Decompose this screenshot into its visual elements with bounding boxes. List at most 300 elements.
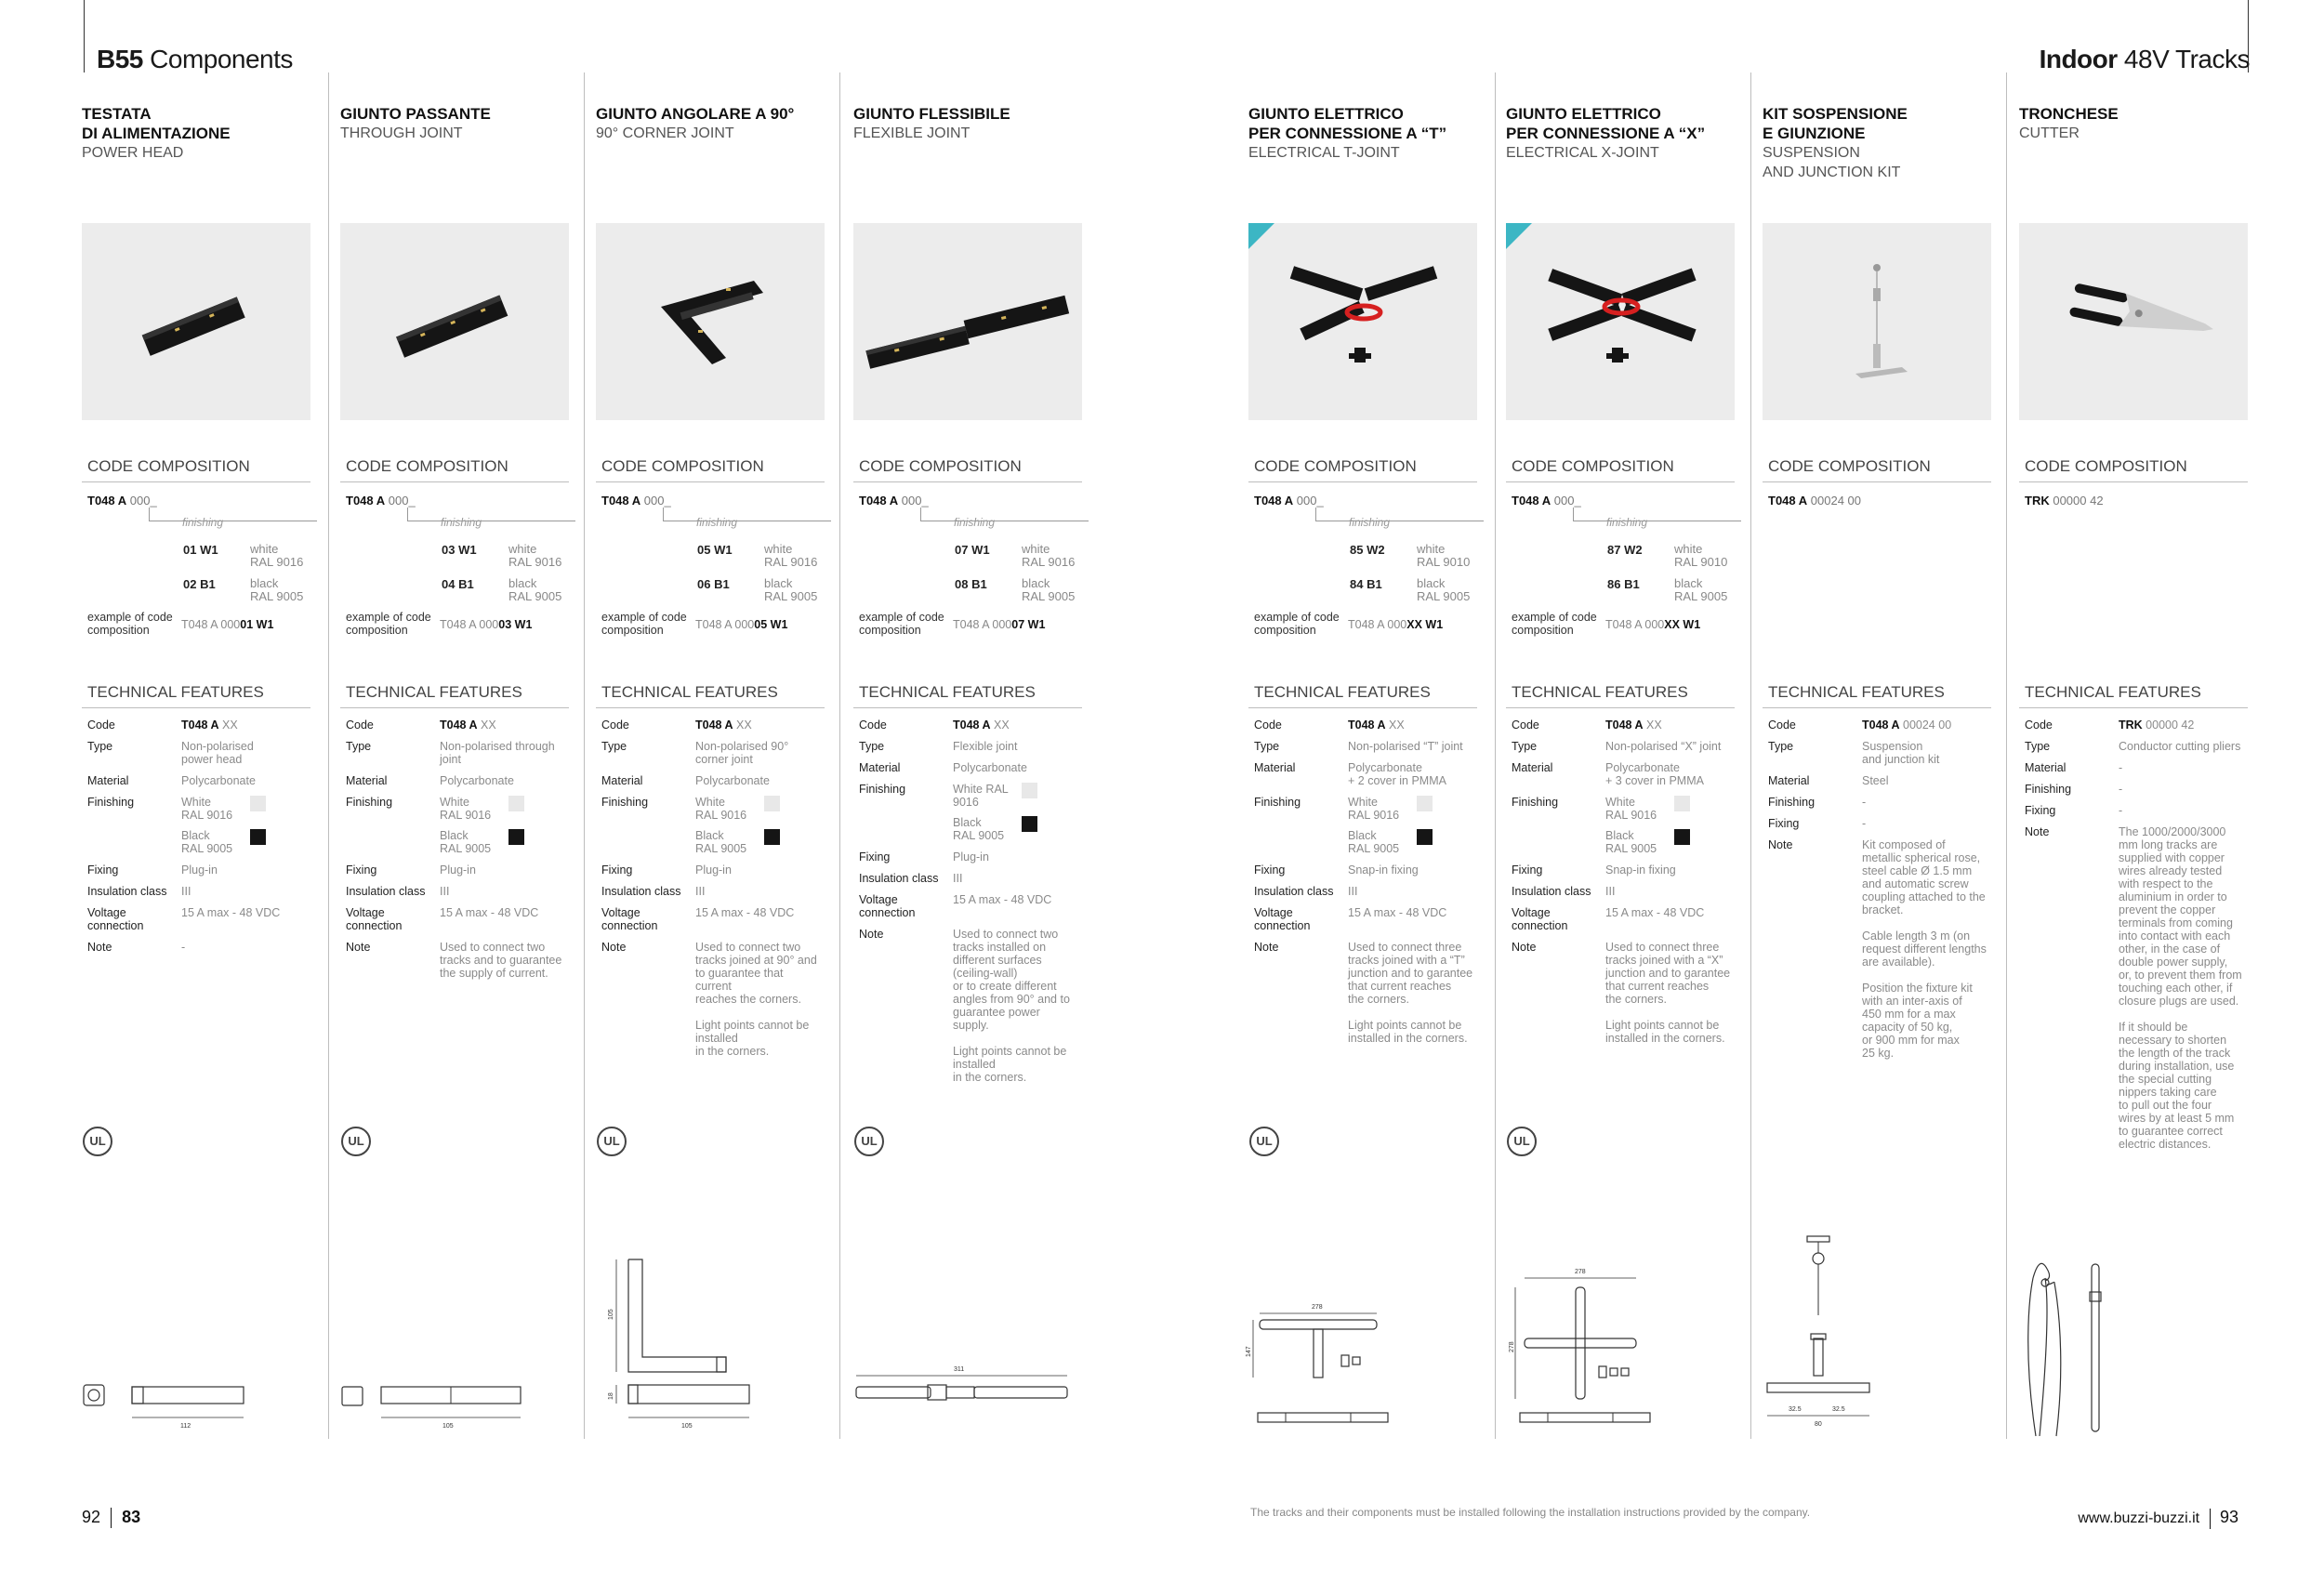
- ul-certification-icon: UL: [341, 1127, 371, 1156]
- finish-code: 84 B1: [1350, 577, 1382, 591]
- product-title-it: GIUNTO ANGOLARE A 90°: [596, 105, 795, 123]
- feature-material-label: Material: [87, 774, 129, 787]
- finish-black-text: Black RAL 9005: [953, 816, 1005, 842]
- feature-code-bold: TRK: [2119, 718, 2143, 732]
- feature-fixing: [1506, 864, 1735, 877]
- feature-finishing-label: Finishing: [859, 783, 906, 796]
- feature-fixing: [2019, 804, 2248, 817]
- technical-drawing: [82, 1227, 314, 1450]
- product-title-en: ELECTRICAL X-JOINT: [1506, 145, 1659, 161]
- feature-finishing: [1248, 796, 1477, 855]
- feature-material-label: Material: [601, 774, 643, 787]
- finish-black-text: Black RAL 9005: [181, 829, 233, 855]
- feature-material: [1763, 774, 1991, 787]
- feature-material-value: Polycarbonate + 2 cover in PMMA: [1348, 761, 1446, 787]
- example-label-1: example of code: [346, 611, 431, 624]
- example-composition: [82, 611, 310, 637]
- feature-fixing-value: Plug-in: [953, 850, 989, 864]
- right-title-rest: 48V Tracks: [2117, 45, 2250, 73]
- feature-voltage-label: Voltage connection: [1254, 906, 1311, 932]
- feature-type-label: Type: [859, 740, 885, 753]
- feature-note-label: Note: [859, 928, 884, 941]
- feature-note-label: Note: [1512, 941, 1537, 954]
- feature-code-label: Code: [2025, 718, 2053, 732]
- feature-voltage-label: Voltage connection: [601, 906, 658, 932]
- example-code-bold: 03 W1: [498, 618, 533, 631]
- feature-insulation-label: Insulation class: [346, 885, 426, 898]
- finish-desc: white RAL 9010: [1674, 542, 1728, 569]
- product-photo: [853, 223, 1082, 420]
- feature-material-value: -: [2119, 761, 2123, 774]
- product-title-it: GIUNTO PASSANTE: [340, 105, 491, 123]
- code-composition-heading: CODE COMPOSITION: [1763, 457, 1991, 482]
- svg-text:105: 105: [681, 1423, 693, 1430]
- feature-fixing-label: Fixing: [859, 850, 891, 864]
- feature-material: [2019, 761, 2248, 774]
- feature-code-rest: XX: [218, 718, 238, 732]
- feature-code-value: [440, 718, 565, 732]
- technical-drawing: [2019, 1227, 2251, 1450]
- technical-features-table: [1763, 718, 1991, 1068]
- feature-fixing-label: Fixing: [1254, 864, 1286, 877]
- feature-note-label: Note: [1254, 941, 1279, 954]
- example-label-1: example of code: [859, 611, 944, 624]
- example-code: [1605, 618, 1700, 631]
- svg-text:147: 147: [1246, 1346, 1252, 1357]
- finish-white-text: White RAL 9016: [1348, 796, 1400, 822]
- code-prefix-bold: T048 A: [1768, 494, 1808, 508]
- code-prefix-bold: T048 A: [859, 494, 899, 508]
- technical-features-heading: TECHNICAL FEATURES: [1248, 683, 1477, 708]
- finish-desc: black RAL 9005: [1022, 576, 1076, 603]
- finishing-label: finishing: [182, 516, 224, 529]
- feature-note-label: Note: [1768, 838, 1793, 851]
- code-prefix-bold: T048 A: [1254, 494, 1294, 508]
- feature-type-value: Non-polarised “X” joint: [1605, 740, 1722, 753]
- feature-finishing: [340, 796, 569, 855]
- code-prefix-suffix: 000_: [1296, 494, 1324, 508]
- feature-code: [1763, 718, 1991, 732]
- finishing-label: finishing: [1349, 516, 1391, 529]
- finish-option: [442, 543, 572, 571]
- technical-features-heading: TECHNICAL FEATURES: [82, 683, 310, 708]
- svg-text:278: 278: [1509, 1341, 1515, 1352]
- example-code-bold: XX W1: [1664, 618, 1701, 631]
- technical-features-table: [340, 718, 569, 988]
- feature-material-value: Polycarbonate + 3 cover in PMMA: [1605, 761, 1704, 787]
- finishing-bracket: [407, 508, 575, 521]
- feature-code-label: Code: [87, 718, 115, 732]
- example-code-prefix: T048 A 000: [440, 618, 499, 631]
- example-code: [1348, 618, 1443, 631]
- finish-white-text: White RAL 9016: [953, 783, 1009, 809]
- technical-features-heading: TECHNICAL FEATURES: [2019, 683, 2248, 708]
- product-title-it: TESTATA DI ALIMENTAZIONE: [82, 105, 231, 142]
- finishing-bracket: [920, 508, 1089, 521]
- feature-code-bold: T048 A: [1605, 718, 1644, 732]
- example-label-2: composition: [1512, 624, 1574, 637]
- technical-drawing: [1506, 1227, 1738, 1450]
- code-prefix-suffix: 000_: [129, 494, 157, 508]
- feature-voltage-value: 15 A max - 48 VDC: [181, 906, 281, 919]
- finish-option: [955, 577, 1085, 605]
- left-page-title: [97, 45, 293, 74]
- feature-type-label: Type: [1512, 740, 1538, 753]
- example-code: [440, 618, 532, 631]
- product-column: [82, 104, 314, 163]
- feature-insulation-value: III: [1348, 885, 1358, 898]
- finish-code: 06 B1: [697, 577, 730, 591]
- feature-insulation-value: III: [181, 885, 191, 898]
- finish-white-text: White RAL 9016: [181, 796, 233, 822]
- feature-code-label: Code: [1254, 718, 1282, 732]
- white-swatch: [1417, 796, 1433, 811]
- feature-note-value: Used to connect three tracks joined with a “X” junction and to garantee that current reaches the corners. Light points cannot be installed in the corners.: [1605, 941, 1731, 1045]
- technical-drawing: [1248, 1227, 1481, 1450]
- feature-fixing: [596, 864, 825, 877]
- feature-code-label: Code: [1512, 718, 1539, 732]
- feature-insulation: [340, 885, 569, 898]
- technical-drawing: [340, 1227, 573, 1450]
- finish-desc: black RAL 9005: [508, 576, 562, 603]
- feature-type: [853, 740, 1082, 753]
- feature-code-label: Code: [1768, 718, 1796, 732]
- example-composition: [1248, 611, 1477, 637]
- code-prefix-bold: T048 A: [601, 494, 641, 508]
- feature-material-label: Material: [2025, 761, 2067, 774]
- feature-finishing-value: [1348, 796, 1473, 855]
- feature-code-value: [2119, 718, 2244, 732]
- finish-option: [1607, 577, 1737, 605]
- product-column: [853, 104, 1086, 143]
- ul-certification-icon: UL: [83, 1127, 112, 1156]
- finish-option: [442, 577, 572, 605]
- finish-code: 05 W1: [697, 543, 733, 557]
- feature-material-label: Material: [1512, 761, 1553, 774]
- feature-finishing-label: Finishing: [601, 796, 649, 809]
- finish-option: [697, 577, 827, 605]
- feature-fixing-value: Plug-in: [181, 864, 218, 877]
- feature-type-label: Type: [1768, 740, 1794, 753]
- finishing-bracket: [149, 508, 317, 521]
- code-prefix: [82, 494, 157, 508]
- feature-material-label: Material: [859, 761, 901, 774]
- product-title-it: GIUNTO ELETTRICO PER CONNESSIONE A “T”: [1248, 105, 1447, 142]
- feature-code-value: [953, 718, 1078, 732]
- example-code-bold: 05 W1: [754, 618, 788, 631]
- feature-voltage-label: Voltage connection: [1512, 906, 1568, 932]
- black-swatch: [1674, 829, 1690, 845]
- technical-features-table: [1506, 718, 1735, 1053]
- column-separator: [328, 73, 329, 1439]
- technical-features-table: [82, 718, 310, 962]
- feature-type: [1506, 740, 1735, 753]
- feature-insulation-value: III: [440, 885, 450, 898]
- feature-finishing: [82, 796, 310, 855]
- product-title-en: FLEXIBLE JOINT: [853, 125, 971, 141]
- product-photo: [1763, 223, 1991, 420]
- feature-material: [340, 774, 569, 787]
- feature-fixing-value: Snap-in fixing: [1348, 864, 1419, 877]
- column-separator: [584, 73, 585, 1439]
- code-prefix: [2019, 494, 2104, 508]
- example-label-1: example of code: [1254, 611, 1340, 624]
- code-prefix-bold: T048 A: [87, 494, 127, 508]
- example-code-prefix: T048 A 000: [695, 618, 755, 631]
- example-composition: [1506, 611, 1735, 637]
- feature-type-label: Type: [2025, 740, 2051, 753]
- feature-finishing: [1763, 796, 1991, 809]
- feature-code: [340, 718, 569, 732]
- svg-text:32.5: 32.5: [1789, 1406, 1802, 1413]
- feature-finishing-value: -: [1862, 796, 1867, 809]
- product-title-it: TRONCHESE: [2019, 105, 2119, 123]
- finishing-bracket: [1573, 508, 1741, 521]
- example-label-1: example of code: [1512, 611, 1597, 624]
- feature-finishing-label: Finishing: [1768, 796, 1816, 809]
- finish-desc: white RAL 9010: [1417, 542, 1471, 569]
- feature-insulation-label: Insulation class: [87, 885, 167, 898]
- finish-black-text: Black RAL 9005: [440, 829, 492, 855]
- feature-code-label: Code: [346, 718, 374, 732]
- feature-note-value: The 1000/2000/3000 mm long tracks are supplied with copper wires already tested with respect to the aluminium in order to prevent the copper terminals from coming into contact with each other, in the case of double power supply, or, to prevent them from touching each other, if closure plugs are used. If it should be necessary to shorten the length of the track during installation, use the special cutting nippers taking care to pull out the four wires by at least 5 mm to guarantee correct electric distances.: [2119, 825, 2242, 1151]
- code-prefix-suffix: 000_: [901, 494, 929, 508]
- feature-finishing-label: Finishing: [1254, 796, 1301, 809]
- feature-code-bold: T048 A: [440, 718, 478, 732]
- feature-note-label: Note: [346, 941, 371, 954]
- feature-fixing-value: Plug-in: [695, 864, 732, 877]
- left-title-bold: B55: [97, 45, 143, 73]
- product-column: [1506, 104, 1738, 163]
- technical-drawing: [853, 1227, 1086, 1450]
- feature-code-rest: 00000 42: [2142, 718, 2195, 732]
- feature-voltage: [596, 906, 825, 932]
- feature-fixing-label: Fixing: [1512, 864, 1543, 877]
- feature-fixing-label: Fixing: [1768, 817, 1800, 830]
- technical-features-table: [596, 718, 825, 1066]
- product-title-it: GIUNTO ELETTRICO PER CONNESSIONE A “X”: [1506, 105, 1706, 142]
- feature-material: [596, 774, 825, 787]
- product-column: [596, 104, 828, 143]
- technical-drawing: [1763, 1227, 1995, 1450]
- feature-insulation: [82, 885, 310, 898]
- example-label-2: composition: [859, 624, 921, 637]
- feature-code-rest: XX: [477, 718, 496, 732]
- example-code: [953, 618, 1045, 631]
- feature-type-value: Flexible joint: [953, 740, 1018, 753]
- feature-type: [1248, 740, 1477, 753]
- feature-fixing-label: Fixing: [601, 864, 633, 877]
- black-swatch: [250, 829, 266, 845]
- feature-finishing-label: Finishing: [1512, 796, 1559, 809]
- feature-type-label: Type: [87, 740, 113, 753]
- product-title-en: POWER HEAD: [82, 145, 184, 161]
- feature-insulation-value: III: [953, 872, 963, 885]
- finish-option: [1350, 543, 1480, 571]
- finish-code: 85 W2: [1350, 543, 1385, 557]
- website-link[interactable]: www.buzzi-buzzi.it: [2078, 1510, 2200, 1526]
- finish-option: [183, 577, 313, 605]
- example-code-prefix: T048 A 000: [1348, 618, 1407, 631]
- svg-text:80: 80: [1815, 1421, 1822, 1428]
- feature-code-rest: 00024 00: [1899, 718, 1952, 732]
- feature-voltage: [340, 906, 569, 932]
- feature-material-value: Polycarbonate: [181, 774, 256, 787]
- feature-note: [340, 941, 569, 980]
- svg-text:311: 311: [954, 1366, 965, 1373]
- product-photo: [1248, 223, 1477, 420]
- finish-white: [440, 796, 565, 822]
- finish-desc: white RAL 9016: [250, 542, 304, 569]
- feature-voltage: [82, 906, 310, 932]
- finishing-bracket: [1315, 508, 1484, 521]
- finishing-label: finishing: [441, 516, 482, 529]
- finish-black-text: Black RAL 9005: [1348, 829, 1400, 855]
- finish-black: [1348, 829, 1473, 855]
- finish-desc: black RAL 9005: [250, 576, 304, 603]
- feature-material: [853, 761, 1082, 774]
- feature-note-label: Note: [87, 941, 112, 954]
- product-photo: [1506, 223, 1735, 420]
- feature-note: [853, 928, 1082, 1084]
- feature-finishing: [853, 783, 1082, 842]
- finish-black: [695, 829, 821, 855]
- feature-material-value: Steel: [1862, 774, 1889, 787]
- svg-text:105: 105: [608, 1309, 614, 1320]
- finish-white: [695, 796, 821, 822]
- code-prefix: [853, 494, 929, 508]
- feature-material-value: Polycarbonate: [440, 774, 514, 787]
- feature-type-value: Non-polarised power head: [181, 740, 254, 766]
- feature-type-label: Type: [601, 740, 627, 753]
- feature-finishing-label: Finishing: [2025, 783, 2072, 796]
- page-number-right: 93: [2219, 1508, 2238, 1526]
- example-label-2: composition: [1254, 624, 1316, 637]
- finish-white: [1605, 796, 1731, 822]
- technical-drawing: [596, 1227, 828, 1450]
- finish-black: [440, 829, 565, 855]
- technical-features-table: [1248, 718, 1477, 1053]
- finishing-label: finishing: [696, 516, 738, 529]
- feature-code-bold: T048 A: [181, 718, 219, 732]
- feature-note: [1763, 838, 1991, 1060]
- svg-text:18: 18: [608, 1392, 614, 1400]
- ul-certification-icon: UL: [854, 1127, 884, 1156]
- product-column: [2019, 104, 2251, 143]
- footer-left-page: [82, 1508, 140, 1528]
- finish-desc: black RAL 9005: [764, 576, 818, 603]
- feature-material-label: Material: [346, 774, 388, 787]
- finish-desc: black RAL 9005: [1417, 576, 1471, 603]
- feature-insulation-label: Insulation class: [601, 885, 681, 898]
- feature-material-label: Material: [1768, 774, 1810, 787]
- code-prefix-suffix: 000_: [643, 494, 671, 508]
- svg-text:105: 105: [442, 1423, 454, 1430]
- feature-voltage: [1248, 906, 1477, 932]
- column-separator: [839, 73, 840, 1439]
- column-separator: [1495, 73, 1496, 1439]
- code-composition-heading: CODE COMPOSITION: [82, 457, 310, 482]
- feature-material-value: Polycarbonate: [953, 761, 1027, 774]
- white-swatch: [1022, 783, 1037, 798]
- feature-code: [596, 718, 825, 732]
- feature-insulation-label: Insulation class: [1254, 885, 1334, 898]
- technical-features-heading: TECHNICAL FEATURES: [853, 683, 1082, 708]
- finish-black-text: Black RAL 9005: [695, 829, 747, 855]
- product-title-en: CUTTER: [2019, 125, 2080, 141]
- feature-code-label: Code: [859, 718, 887, 732]
- feature-code-rest: XX: [990, 718, 1010, 732]
- product-title-en: THROUGH JOINT: [340, 125, 463, 141]
- code-composition-heading: CODE COMPOSITION: [596, 457, 825, 482]
- example-label-2: composition: [346, 624, 408, 637]
- technical-features-table: [853, 718, 1082, 1092]
- finish-white-text: White RAL 9016: [695, 796, 747, 822]
- product-title-en: SUSPENSION AND JUNCTION KIT: [1763, 145, 1901, 180]
- code-prefix: [1248, 494, 1324, 508]
- example-code: [695, 618, 787, 631]
- feature-note: [2019, 825, 2248, 1151]
- feature-material-value: Polycarbonate: [695, 774, 770, 787]
- feature-note: [1506, 941, 1735, 1045]
- feature-finishing: [596, 796, 825, 855]
- feature-fixing-label: Fixing: [87, 864, 119, 877]
- header-left-rule: [84, 0, 85, 73]
- feature-finishing-value: [695, 796, 821, 855]
- feature-type-value: Conductor cutting pliers: [2119, 740, 2241, 753]
- finish-black: [1605, 829, 1731, 855]
- feature-fixing: [82, 864, 310, 877]
- finish-code: 08 B1: [955, 577, 987, 591]
- feature-voltage-label: Voltage connection: [87, 906, 144, 932]
- example-code-bold: 07 W1: [1011, 618, 1046, 631]
- product-photo: [596, 223, 825, 420]
- feature-note: [596, 941, 825, 1058]
- feature-material: [1506, 761, 1735, 787]
- feature-finishing-value: [440, 796, 565, 855]
- feature-type-value: Non-polarised through joint: [440, 740, 555, 766]
- code-prefix: [340, 494, 416, 508]
- ul-certification-icon: UL: [1249, 1127, 1279, 1156]
- example-code-bold: 01 W1: [240, 618, 274, 631]
- feature-note-value: -: [181, 941, 186, 954]
- product-column: [1763, 104, 1995, 182]
- footer-install-note: The tracks and their components must be installed following the installation instructions provided by the company.: [1250, 1506, 1811, 1519]
- code-prefix-suffix: 000_: [388, 494, 416, 508]
- product-column: [340, 104, 573, 143]
- right-title-bold: Indoor: [2039, 45, 2118, 73]
- feature-fixing-label: Fixing: [2025, 804, 2056, 817]
- feature-fixing-value: -: [1862, 817, 1867, 830]
- finish-option: [955, 543, 1085, 571]
- right-page-title: [2040, 45, 2250, 74]
- feature-type-label: Type: [1254, 740, 1280, 753]
- code-prefix-suffix: 000_: [1553, 494, 1581, 508]
- black-swatch: [1022, 816, 1037, 832]
- product-title-it: GIUNTO FLESSIBILE: [853, 105, 1010, 123]
- finish-code: 07 W1: [955, 543, 990, 557]
- feature-code-label: Code: [601, 718, 629, 732]
- finish-code: 86 B1: [1607, 577, 1640, 591]
- feature-code: [1248, 718, 1477, 732]
- code-prefix: [596, 494, 671, 508]
- technical-features-heading: TECHNICAL FEATURES: [1506, 683, 1735, 708]
- feature-finishing-value: -: [2119, 783, 2123, 796]
- feature-finishing: [2019, 783, 2248, 796]
- example-label-1: example of code: [87, 611, 173, 624]
- code-prefix-bold: T048 A: [346, 494, 386, 508]
- svg-text:112: 112: [180, 1423, 191, 1430]
